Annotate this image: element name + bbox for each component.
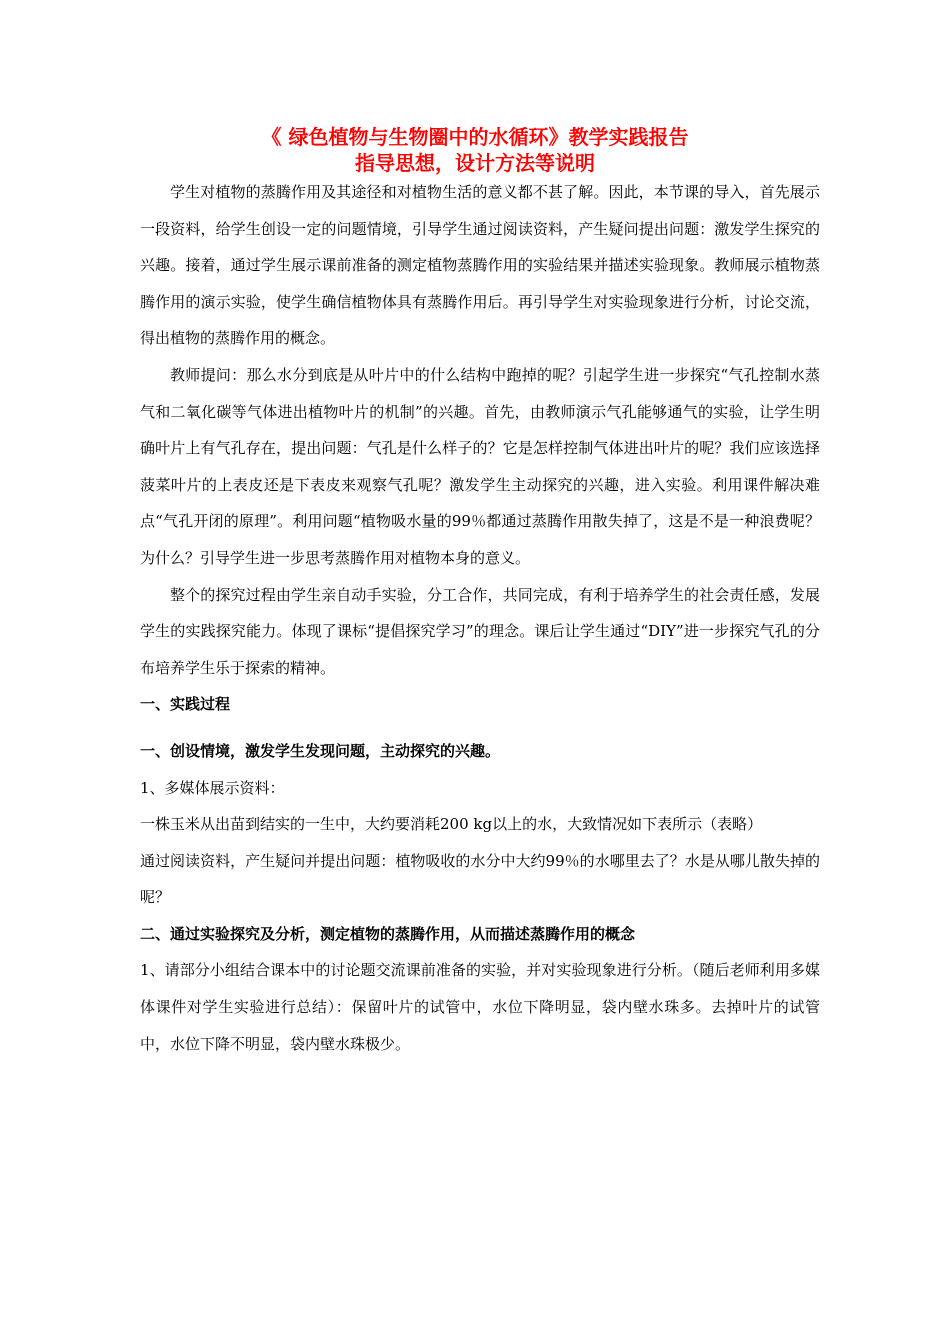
subsection-2-item-1: 1、请部分小组结合课本中的讨论题交流课前准备的实验，并对实验现象进行分析。（随后老师利用多媒体课件对学生实验进行总结）：保留叶片的试管中，水位下降明显，袋内壁水珠多。去掉叶片的试管中，水位下降不明显，袋内壁水珠极少。 (140, 961, 820, 1053)
subsection-heading-2: 二、通过实验探究及分析，测定植物的蒸腾作用，从而描述蒸腾作用的概念 (140, 924, 636, 943)
document-title (0, 124, 950, 176)
subsection-heading-1: 一、创设情境，激发学生发现问题，主动探究的兴趣。 (140, 741, 501, 760)
document-body (140, 174, 820, 1062)
subsection-1-item-1: 1、多媒体展示资料： (140, 778, 285, 797)
intro-paragraph-2: 教师提问：那么水分到底是从叶片中的什么结构中跑掉的呢？引起学生进一步探究“气孔控制水蒸气和二氧化碳等气体进出植物叶片的机制”的兴趣。首先，由教师演示气孔能够通气的实验，让学生明确叶片上有气孔存在，提出问题：气孔是什么样子的？它是怎样控制气体进出叶片的呢？我们应该选择菠菜叶片的上表皮还是下表皮来观察气孔呢？激发学生主动探究的兴趣，进入实验。利用课件解决难点“气孔开闭的原理”。利用问题“植物吸水量的99％都通过蒸腾作用散失掉了，这是不是一种浪费呢？为什么？引导学生进一步思考蒸腾作用对植物本身的意义。 (140, 365, 820, 567)
title-line-2: 指导思想，设计方法等说明 (355, 151, 595, 175)
intro-paragraph-3: 整个的探究过程由学生亲自动手实验，分工合作，共同完成，有利于培养学生的社会责任感，发展学生的实践探究能力。体现了课标“提倡探究学习”的理念。课后让学生通过“DIY”进一步探究气孔的分布培养学生乐于探索的精神。 (140, 585, 820, 677)
subsection-1-text-2: 通过阅读资料，产生疑问并提出问题：植物吸收的水分中大约99％的水哪里去了？水是从哪儿散失掉的呢？ (140, 851, 820, 907)
title-line-1: 《 绿色植物与生物圈中的水循环》教学实践报告 (261, 125, 689, 149)
intro-paragraph-1: 学生对植物的蒸腾作用及其途径和对植物生活的意义都不甚了解。因此，本节课的导入，首先展示一段资料，给学生创设一定的问题情境，引导学生通过阅读资料，产生疑问提出问题：激发学生探究的兴趣。接着，通过学生展示课前准备的测定植物蒸腾作用的实验结果并描述实验现象。教师展示植物蒸腾作用的演示实验，使学生确信植物体具有蒸腾作用后。再引导学生对实验现象进行分析，讨论交流，得出植物的蒸腾作用的概念。 (140, 183, 820, 348)
subsection-1-text-1: 一株玉米从出苗到结实的一生中，大约要消耗200 kg以上的水，大致情况如下表所示（表略） (140, 815, 763, 834)
section-heading-practice: 一、实践过程 (140, 695, 231, 714)
